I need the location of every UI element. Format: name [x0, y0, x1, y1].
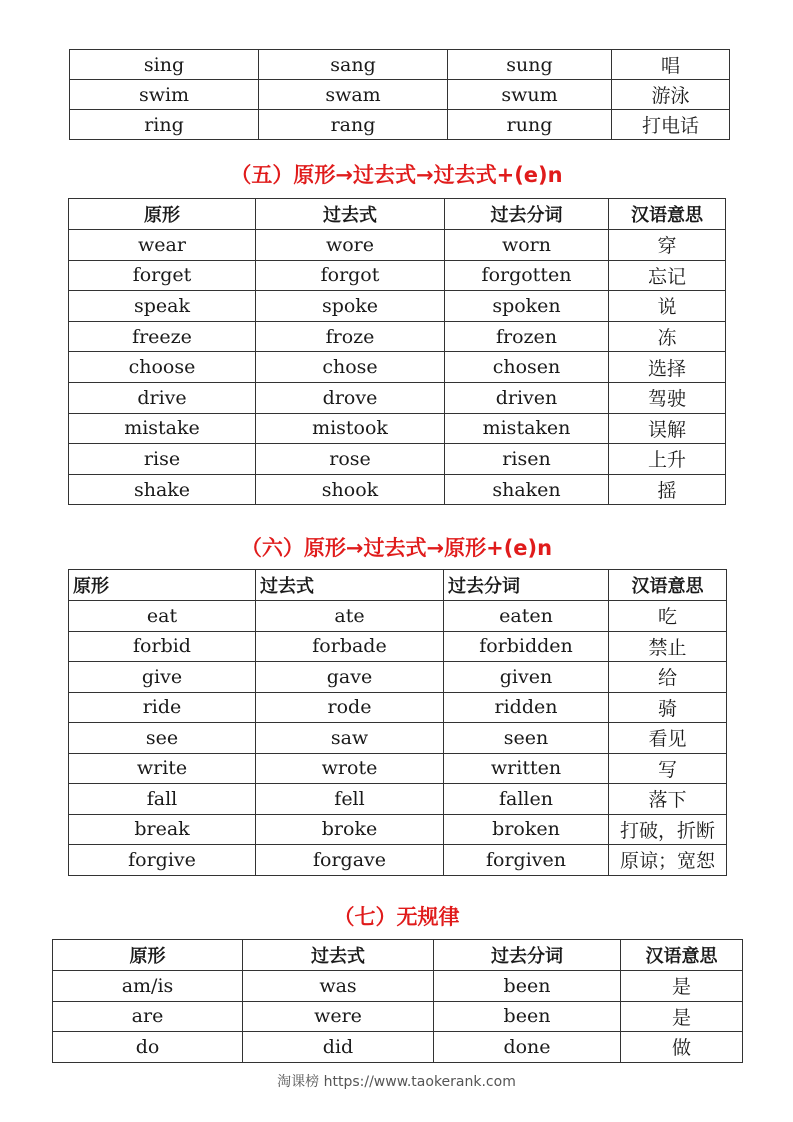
table-row — [70, 50, 730, 80]
cell-past-participle: frozen — [445, 321, 609, 352]
cell-past-participle: swum — [448, 80, 612, 110]
cell-past-participle: eaten — [444, 601, 609, 632]
cell-base-form: freeze — [69, 321, 256, 352]
table-header-row — [69, 199, 726, 230]
header-base-form: 原形 — [53, 940, 243, 971]
cell-past-participle: ridden — [444, 692, 609, 723]
cell-past-tense: spoke — [256, 291, 445, 322]
cell-chinese-meaning: 做 — [621, 1032, 743, 1063]
table-header-row — [53, 940, 743, 971]
cell-chinese-meaning: 选择 — [609, 352, 726, 383]
cell-past-tense: was — [243, 971, 434, 1002]
cell-past-tense: did — [243, 1032, 434, 1063]
cell-chinese-meaning: 禁止 — [609, 631, 727, 662]
table-row — [69, 784, 727, 815]
table-row — [69, 723, 727, 754]
header-past-participle: 过去分词 — [434, 940, 621, 971]
footer-watermark: 淘课榜 https://www.taokerank.com — [277, 1074, 516, 1090]
cell-chinese-meaning: 吃 — [609, 601, 727, 632]
cell-past-tense: fell — [256, 784, 444, 815]
table-row — [70, 80, 730, 110]
cell-past-participle: rung — [448, 110, 612, 140]
cell-chinese-meaning: 写 — [609, 753, 727, 784]
cell-past-tense: froze — [256, 321, 445, 352]
cell-chinese-meaning: 给 — [609, 662, 727, 693]
cell-base-form: sing — [70, 50, 259, 80]
cell-base-form: drive — [69, 382, 256, 413]
table-row — [69, 845, 727, 876]
cell-past-tense: broke — [256, 814, 444, 845]
cell-past-participle: broken — [444, 814, 609, 845]
cell-chinese-meaning: 打电话 — [612, 110, 730, 140]
cell-chinese-meaning: 忘记 — [609, 260, 726, 291]
table-row — [69, 352, 726, 383]
cell-base-form: ride — [69, 692, 256, 723]
header-chinese-meaning: 汉语意思 — [621, 940, 743, 971]
cell-past-participle: fallen — [444, 784, 609, 815]
cell-past-tense: mistook — [256, 413, 445, 444]
section-6-heading: （六）原形→过去式→原形+(e)n — [240, 536, 553, 560]
cell-base-form: swim — [70, 80, 259, 110]
table-row — [69, 444, 726, 475]
cell-past-tense: rose — [256, 444, 445, 475]
table-row — [69, 413, 726, 444]
cell-base-form: give — [69, 662, 256, 693]
cell-past-participle: chosen — [445, 352, 609, 383]
table-row — [69, 753, 727, 784]
cell-past-participle: forbidden — [444, 631, 609, 662]
cell-chinese-meaning: 唱 — [612, 50, 730, 80]
cell-chinese-meaning: 是 — [621, 971, 743, 1002]
table-row — [69, 230, 726, 261]
cell-past-tense: rang — [259, 110, 448, 140]
cell-past-participle: driven — [445, 382, 609, 413]
cell-past-tense: swam — [259, 80, 448, 110]
header-chinese-meaning: 汉语意思 — [609, 570, 727, 601]
cell-chinese-meaning: 看见 — [609, 723, 727, 754]
table-row — [69, 601, 727, 632]
table-row — [69, 631, 727, 662]
cell-chinese-meaning: 穿 — [609, 230, 726, 261]
table-row — [69, 692, 727, 723]
cell-base-form: speak — [69, 291, 256, 322]
cell-past-participle: been — [434, 1001, 621, 1032]
cell-past-tense: forgot — [256, 260, 445, 291]
section-5-heading: （五）原形→过去式→过去式+(e)n — [230, 163, 563, 187]
cell-past-participle: risen — [445, 444, 609, 475]
cell-chinese-meaning: 摇 — [609, 474, 726, 505]
table-row — [69, 662, 727, 693]
cell-past-tense: shook — [256, 474, 445, 505]
header-base-form: 原形 — [69, 199, 256, 230]
cell-base-form: do — [53, 1032, 243, 1063]
cell-chinese-meaning: 落下 — [609, 784, 727, 815]
cell-past-tense: ate — [256, 601, 444, 632]
table-row — [69, 814, 727, 845]
cell-past-participle: shaken — [445, 474, 609, 505]
cell-chinese-meaning: 上升 — [609, 444, 726, 475]
header-past-participle: 过去分词 — [444, 570, 609, 601]
cell-base-form: forget — [69, 260, 256, 291]
cell-past-tense: gave — [256, 662, 444, 693]
cell-past-participle: forgotten — [445, 260, 609, 291]
header-chinese-meaning: 汉语意思 — [609, 199, 726, 230]
header-past-tense: 过去式 — [256, 199, 445, 230]
cell-base-form: fall — [69, 784, 256, 815]
cell-past-tense: were — [243, 1001, 434, 1032]
table-row — [69, 321, 726, 352]
header-base-form: 原形 — [69, 570, 256, 601]
cell-base-form: mistake — [69, 413, 256, 444]
cell-chinese-meaning: 游泳 — [612, 80, 730, 110]
cell-base-form: eat — [69, 601, 256, 632]
cell-past-tense: wrote — [256, 753, 444, 784]
header-past-tense: 过去式 — [256, 570, 444, 601]
cell-base-form: shake — [69, 474, 256, 505]
section-7-heading: （七）无规律 — [333, 905, 460, 929]
cell-base-form: forbid — [69, 631, 256, 662]
cell-base-form: forgive — [69, 845, 256, 876]
cell-chinese-meaning: 冻 — [609, 321, 726, 352]
cell-chinese-meaning: 骑 — [609, 692, 727, 723]
table-row — [69, 474, 726, 505]
cell-base-form: write — [69, 753, 256, 784]
cell-past-participle: seen — [444, 723, 609, 754]
table-row — [69, 291, 726, 322]
cell-base-form: break — [69, 814, 256, 845]
cell-past-participle: worn — [445, 230, 609, 261]
cell-base-form: see — [69, 723, 256, 754]
cell-past-tense: forbade — [256, 631, 444, 662]
table-row — [70, 110, 730, 140]
cell-past-participle: forgiven — [444, 845, 609, 876]
cell-base-form: are — [53, 1001, 243, 1032]
cell-past-tense: drove — [256, 382, 445, 413]
table-row — [69, 260, 726, 291]
cell-past-tense: sang — [259, 50, 448, 80]
cell-chinese-meaning: 说 — [609, 291, 726, 322]
table-row — [53, 1001, 743, 1032]
header-past-tense: 过去式 — [243, 940, 434, 971]
cell-base-form: ring — [70, 110, 259, 140]
cell-past-tense: forgave — [256, 845, 444, 876]
cell-past-tense: wore — [256, 230, 445, 261]
header-past-participle: 过去分词 — [445, 199, 609, 230]
table-row — [69, 382, 726, 413]
cell-chinese-meaning: 打破，折断 — [609, 814, 727, 845]
table-row — [53, 1032, 743, 1063]
section-6-table — [68, 569, 727, 876]
cell-past-participle: given — [444, 662, 609, 693]
cell-past-participle: been — [434, 971, 621, 1002]
cell-past-participle: mistaken — [445, 413, 609, 444]
cell-past-participle: written — [444, 753, 609, 784]
verb-table-continued — [69, 49, 730, 140]
cell-past-participle: done — [434, 1032, 621, 1063]
cell-chinese-meaning: 误解 — [609, 413, 726, 444]
cell-past-participle: spoken — [445, 291, 609, 322]
table-header-row — [69, 570, 727, 601]
cell-base-form: wear — [69, 230, 256, 261]
cell-base-form: rise — [69, 444, 256, 475]
cell-chinese-meaning: 是 — [621, 1001, 743, 1032]
table-row — [53, 971, 743, 1002]
cell-chinese-meaning: 原谅；宽恕 — [609, 845, 727, 876]
cell-past-tense: saw — [256, 723, 444, 754]
cell-past-tense: chose — [256, 352, 445, 383]
section-7-table — [52, 939, 743, 1063]
cell-past-participle: sung — [448, 50, 612, 80]
section-5-table — [68, 198, 726, 505]
cell-base-form: am/is — [53, 971, 243, 1002]
cell-base-form: choose — [69, 352, 256, 383]
cell-chinese-meaning: 驾驶 — [609, 382, 726, 413]
cell-past-tense: rode — [256, 692, 444, 723]
